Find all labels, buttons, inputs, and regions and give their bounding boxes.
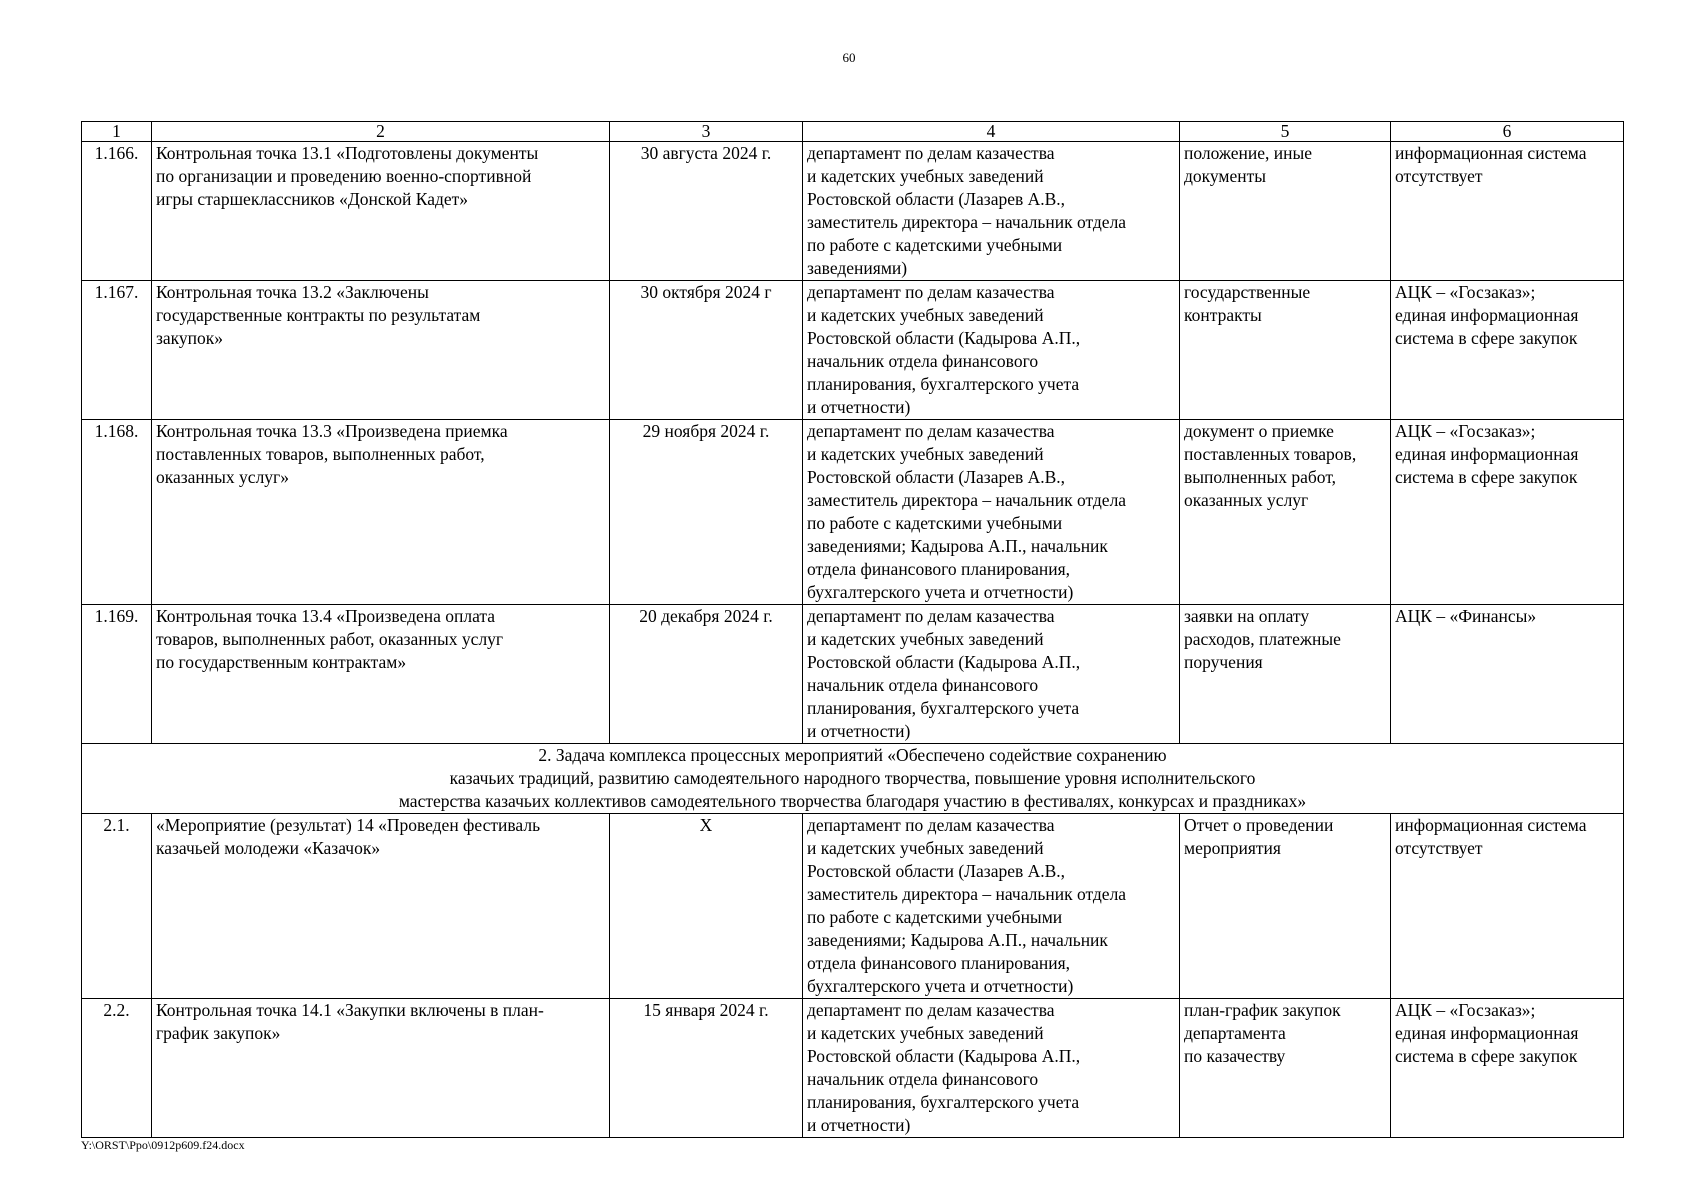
row-responsible: департамент по делам казачества и кадетских учебных заведений Ростовской области (Лазарев А.В., заместитель директора – начальник отдела по работе с кадетскими учебными заведениями; Кадырова А.П., начальник отдела финансового планирования, бухгалтерского учета и отчетности) [803,420,1180,605]
row-document: Отчет о проведении мероприятия [1180,814,1391,999]
row-number: 1.169. [82,605,152,744]
table-row [82,999,1624,1138]
header-cell: 5 [1180,122,1391,142]
row-date: 30 августа 2024 г. [610,142,803,281]
row-document: заявки на оплату расходов, платежные поручения [1180,605,1391,744]
row-date: Х [610,814,803,999]
row-date: 30 октября 2024 г [610,281,803,420]
row-system: АЦК – «Финансы» [1391,605,1624,744]
row-responsible: департамент по делам казачества и кадетских учебных заведений Ростовской области (Лазарев А.В., заместитель директора – начальник отдела по работе с кадетскими учебными заведениями) [803,142,1180,281]
header-cell: 2 [152,122,610,142]
table-row [82,605,1624,744]
row-system: информационная система отсутствует [1391,142,1624,281]
row-document: государственные контракты [1180,281,1391,420]
header-cell: 3 [610,122,803,142]
page-number: 60 [842,50,856,65]
row-name: Контрольная точка 13.2 «Заключены государственные контракты по результатам закупок» [152,281,610,420]
section-heading: 2. Задача комплекса процессных мероприятий «Обеспечено содействие сохранению казачьих традиций, развитию самодеятельного народного творчества, повышение уровня исполнительского мастерства казачьих коллективов самодеятельного творчества благодаря участию в фестивалях, конкурсах и праздниках» [82,744,1624,814]
row-document: положение, иные документы [1180,142,1391,281]
header-cell: 1 [82,122,152,142]
row-name: Контрольная точка 13.1 «Подготовлены документы по организации и проведению военно-спортивной игры старшеклассников «Донской Кадет» [152,142,610,281]
row-number: 1.168. [82,420,152,605]
row-system: АЦК – «Госзаказ»; единая информационная система в сфере закупок [1391,420,1624,605]
row-responsible: департамент по делам казачества и кадетских учебных заведений Ростовской области (Кадырова А.П., начальник отдела финансового планирования, бухгалтерского учета и отчетности) [803,999,1180,1138]
table-row [82,142,1624,281]
row-responsible: департамент по делам казачества и кадетских учебных заведений Ростовской области (Лазарев А.В., заместитель директора – начальник отдела по работе с кадетскими учебными заведениями; Кадырова А.П., начальник отдела финансового планирования, бухгалтерского учета и отчетности) [803,814,1180,999]
header-cell: 4 [803,122,1180,142]
header-cell: 6 [1391,122,1624,142]
row-document: план-график закупок департамента по казачеству [1180,999,1391,1138]
table-row [82,281,1624,420]
section-row [82,744,1624,814]
plan-table [81,121,1624,1138]
table-row [82,420,1624,605]
row-name: Контрольная точка 13.3 «Произведена приемка поставленных товаров, выполненных работ, оказанных услуг» [152,420,610,605]
header-row [82,122,1624,142]
row-responsible: департамент по делам казачества и кадетских учебных заведений Ростовской области (Кадырова А.П., начальник отдела финансового планирования, бухгалтерского учета и отчетности) [803,605,1180,744]
row-system: АЦК – «Госзаказ»; единая информационная система в сфере закупок [1391,281,1624,420]
row-system: АЦК – «Госзаказ»; единая информационная система в сфере закупок [1391,999,1624,1138]
row-date: 29 ноября 2024 г. [610,420,803,605]
row-name: «Мероприятие (результат) 14 «Проведен фестиваль казачьей молодежи «Казачок» [152,814,610,999]
row-number: 1.167. [82,281,152,420]
row-name: Контрольная точка 14.1 «Закупки включены в план- график закупок» [152,999,610,1138]
table-row [82,814,1624,999]
file-path-footer: Y:\ORST\Ppo\0912p609.f24.docx [81,1138,245,1152]
row-date: 20 декабря 2024 г. [610,605,803,744]
row-date: 15 января 2024 г. [610,999,803,1138]
row-document: документ о приемке поставленных товаров, выполненных работ, оказанных услуг [1180,420,1391,605]
row-number: 2.1. [82,814,152,999]
row-responsible: департамент по делам казачества и кадетских учебных заведений Ростовской области (Кадырова А.П., начальник отдела финансового планирования, бухгалтерского учета и отчетности) [803,281,1180,420]
row-number: 1.166. [82,142,152,281]
row-system: информационная система отсутствует [1391,814,1624,999]
row-name: Контрольная точка 13.4 «Произведена оплата товаров, выполненных работ, оказанных услуг по государственным контрактам» [152,605,610,744]
row-number: 2.2. [82,999,152,1138]
